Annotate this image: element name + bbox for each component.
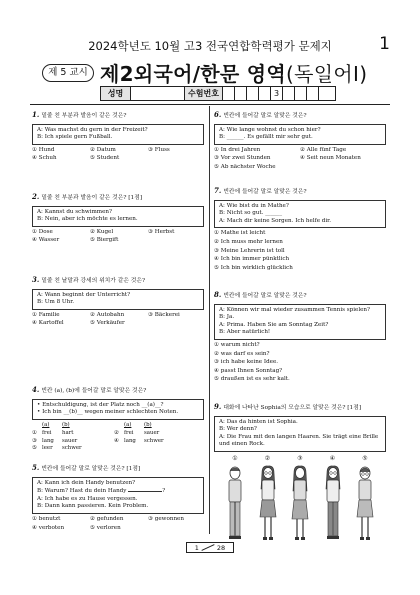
figure-choices [214,455,386,543]
table-cell: frei [42,429,52,436]
header-rule [30,104,390,105]
dialogue-box [32,399,204,420]
question-text: 밑줄 친 낱말과 강세의 위치가 같은 것은? [41,278,146,284]
exam-no-cell[interactable] [259,87,271,100]
choice-list [32,229,204,245]
question-number: 7. [214,186,222,195]
choice-table [32,422,204,453]
choice-marker: ① [232,455,238,462]
choice-option[interactable]: ③ ich habe keine Idee. [214,359,279,366]
choice-option[interactable]: ④ Schuh [32,155,57,162]
dialogue-line: A: Wie lange wohnst du schon hier? [219,126,321,133]
period-badge: 제 5 교시 [42,64,94,82]
choice-option[interactable]: ⑤ Biergift [90,237,119,244]
choice-list [32,147,204,163]
dialogue-line: A: Was machst du gern in der Freizeit? [37,126,148,133]
question-text: 대화에 나타난 Sophia의 모습으로 알맞은 것은? [1점] [223,405,362,411]
question-stem [214,290,386,301]
dialogue-box [32,477,204,514]
choice-option[interactable]: ⑤ Ab nächster Woche [214,164,276,170]
question-number: 4. [32,385,40,394]
choice-option[interactable]: ④ verboten [32,524,65,531]
exam-no-cell[interactable] [247,87,259,100]
choice-option[interactable]: ③ Fluss [148,146,170,153]
dialogue-box [32,206,204,227]
dialogue-box [214,200,386,229]
choice-option[interactable]: ① warum nicht? [214,342,260,348]
dialogue-box [214,416,386,452]
choice-option[interactable]: ③ Vor zwei Stunden [214,155,271,162]
figure-option[interactable] [253,455,283,543]
dialogue-box [32,289,204,310]
choice-list [32,516,204,532]
choice-option[interactable]: ④ Ich bin immer pünktlich [214,256,290,263]
figure-option[interactable] [220,455,250,543]
choice-option[interactable]: ① Dose [32,228,53,235]
dialogue-line: • Entschuldigung, ist der Platz noch __(a)__? [37,401,164,408]
answer-blank [128,487,162,492]
dialogue-line: B: Nicht so gut. ______ [219,210,283,217]
page-divider [201,544,214,551]
info-bar [100,86,336,101]
page-title [100,58,367,87]
table-cell: schwer [62,445,82,452]
question-8 [214,290,386,384]
choice-option[interactable]: ② Kugel [90,228,114,235]
table-cell: frei [124,429,134,436]
figure-option[interactable] [350,455,380,543]
question-5 [32,463,204,532]
choice-option[interactable]: ③ Herbst [148,228,175,235]
figure-option[interactable] [285,455,315,543]
choice-marker: ⑤ [362,455,368,462]
question-text: 빈칸에 들어갈 말로 알맞은 것은? [1점] [41,466,141,472]
dialogue-line: A: Kannst du schwimmen? [37,208,112,215]
dialogue-line: • Ich bin __(b)__ wegen meiner schlechten Noten. [37,409,179,416]
question-text: 밑줄 친 부분과 발음이 같은 것은? [41,113,127,119]
choice-option[interactable]: ⑤ verloren [90,524,121,531]
exam-no-cell[interactable] [307,87,319,100]
choice-option[interactable]: ② gefunden [90,516,124,522]
choice-option[interactable]: ④ Kartoffel [32,320,64,327]
table-cell: sauer [144,429,160,436]
total-pages: 28 [216,543,226,552]
question-number: 3. [32,275,40,284]
table-header: (b) [62,421,70,428]
choice-option[interactable]: ③ Bäckerei [148,311,180,318]
woman-long-hair-glasses-pants-figure [322,465,344,543]
woman-short-hair-pants-figure [224,465,246,543]
question-stem [214,402,386,413]
choice-option[interactable]: ④ passt Ihnen Sonntag? [214,367,283,374]
table-cell: lang [42,437,54,444]
table-cell: lang [124,437,136,444]
page-number: 1 [379,34,390,54]
question-number: 6. [214,110,222,119]
choice-list [214,342,386,384]
exam-no-label: 수험번호 [185,87,223,100]
choice-option[interactable]: ② Alle fünf Tage [300,146,347,153]
dialogue-line: A: Wann beginnt der Unterricht? [37,291,131,298]
choice-option[interactable]: ① In drei Jahren [214,146,261,153]
dialogue-line: B: Nein, aber ich möchte es lernen. [37,216,138,223]
question-7 [214,186,386,272]
question-number: 1. [32,110,40,119]
table-header: (b) [144,421,152,428]
figure-option[interactable] [318,455,348,543]
exam-no-cell[interactable] [235,87,247,100]
dialogue-line: A: Die Frau mit den langen Haaren. Sie trägt eine Brille [219,433,379,440]
question-stem [32,275,204,286]
dialogue-line: A: Kann ich dein Handy benutzen? [37,479,136,486]
question-text: 밑줄 친 부분과 발음이 같은 것은? [1점] [41,195,143,201]
page-counter [186,542,234,553]
choice-option[interactable]: ① Hund [32,146,55,153]
current-page: 1 [194,543,199,552]
choice-option[interactable]: ② Autobahn [90,311,125,318]
question-text: 빈칸 (a), (b)에 들어갈 말로 알맞은 것은? [41,388,147,394]
choice-option[interactable]: ⑤ Verkäufer [90,320,125,327]
question-4 [32,385,204,453]
choice-option[interactable]: ⑤ Student [90,155,120,162]
woman-long-hair-skirt-figure [289,465,311,543]
choice-option[interactable]: ④ Wasser [32,237,60,244]
dialogue-line: B: Wer denn? [219,426,257,433]
question-1 [32,110,204,163]
choice-marker[interactable]: ③ [32,437,37,444]
choice-option[interactable]: ③ gewonnen [148,516,184,522]
dialogue-line: A: Ich habe es zu Hause vergessen. [37,495,138,502]
choice-option[interactable]: ① Mathe ist leicht [214,230,266,237]
woman-short-hair-glasses-skirt-figure [354,465,376,543]
choice-option[interactable]: ② was darf es sein? [214,350,270,357]
choice-marker[interactable]: ④ [114,437,119,444]
choice-marker: ② [264,455,271,462]
choice-marker[interactable]: ② [114,429,119,436]
dialogue-line: A: Prima. Haben Sie am Sonntag Zeit? [219,321,329,328]
question-number: 8. [214,290,222,299]
question-stem [32,385,204,396]
choice-option[interactable]: ⑤ draußen ist es sehr kalt. [214,376,290,383]
choice-option[interactable]: ② Ich muss mehr lernen [214,239,283,245]
dialogue-line: B: ______. Es gefällt mir sehr gut. [219,134,313,141]
choice-list [214,230,386,272]
question-text: 빈칸에 들어갈 말로 알맞은 것은? [223,189,307,195]
question-stem [32,192,204,203]
dialogue-box [214,304,386,340]
dialogue-box [214,124,386,145]
dialogue-line: A: Können wir mal wieder zusammen Tennis spielen? [219,306,371,313]
exam-header-line: 2024학년도 10월 고3 전국연합학력평가 문제지 [88,39,332,53]
question-stem [32,463,204,474]
choice-option[interactable]: ① Familie [32,311,60,318]
exam-no-digit: 3 [271,87,283,100]
choice-marker[interactable]: ⑤ [32,445,37,452]
dialogue-box [32,124,204,145]
dialogue-line: B: Ich spiele gern Fußball. [37,134,113,141]
question-9 [214,402,386,543]
choice-list [32,312,204,328]
dialogue-line: B: Ja. [219,314,235,321]
choice-option[interactable]: ② Datum [90,146,116,153]
exam-no-cell[interactable] [283,87,295,100]
question-2 [32,192,204,245]
choice-list [214,147,386,172]
dialogue-line: B: Aber natürlich! [219,329,271,336]
table-cell: leer [42,445,53,452]
choice-marker[interactable]: ① [32,429,37,436]
dialogue-line: A: Wie bist du in Mathe? [219,202,289,209]
title-main: 제2외국어/한문 영역 [100,62,287,86]
question-text: 빈칸에 들어갈 말로 알맞은 것은? [223,293,307,299]
name-label: 성명 [101,87,131,100]
question-stem [214,110,386,121]
choice-option[interactable]: ③ Meine Lehrerin ist toll [214,247,285,254]
exam-no-cell[interactable] [319,87,331,100]
question-number: 9. [214,402,222,411]
name-field[interactable] [131,87,185,100]
question-6 [214,110,386,172]
question-3 [32,275,204,328]
dialogue-line: B: Warum? Hast du dein Handy ? [37,488,166,495]
question-text: 빈칸에 들어갈 말로 알맞은 것은? [223,113,307,119]
dialogue-line: B: Dann kann passieren. Kein Problem. [37,503,149,510]
choice-option[interactable]: ① benutzt [32,516,61,522]
exam-no-cell[interactable] [295,87,307,100]
question-number: 5. [32,463,40,472]
question-stem [32,110,204,121]
table-header: (a) [42,421,50,428]
column-divider [209,106,210,534]
table-cell: sauer [62,437,78,444]
choice-marker: ④ [329,455,336,462]
dialogue-line: A: Mach dir keine Sorgen. Ich helfe dir. [219,217,331,224]
choice-option[interactable]: ⑤ Ich bin wirklich glücklich [214,264,293,271]
table-cell: schwer [144,437,164,444]
choice-marker: ③ [297,455,303,462]
question-stem [214,186,386,197]
dialogue-line: A: Das da hinten ist Sophia. [219,418,298,425]
dialogue-line: und einen Rock. [219,441,265,448]
exam-no-cell[interactable] [223,87,235,100]
woman-long-hair-glasses-skirt-figure [257,465,279,543]
table-header: (a) [124,421,132,428]
choice-option[interactable]: ④ Seit neun Monaten [300,155,361,162]
dialogue-line: B: Um 8 Uhr. [37,299,75,306]
title-sub: (독일어Ⅰ) [286,62,368,86]
table-cell: hart [62,429,74,436]
question-number: 2. [32,192,40,201]
